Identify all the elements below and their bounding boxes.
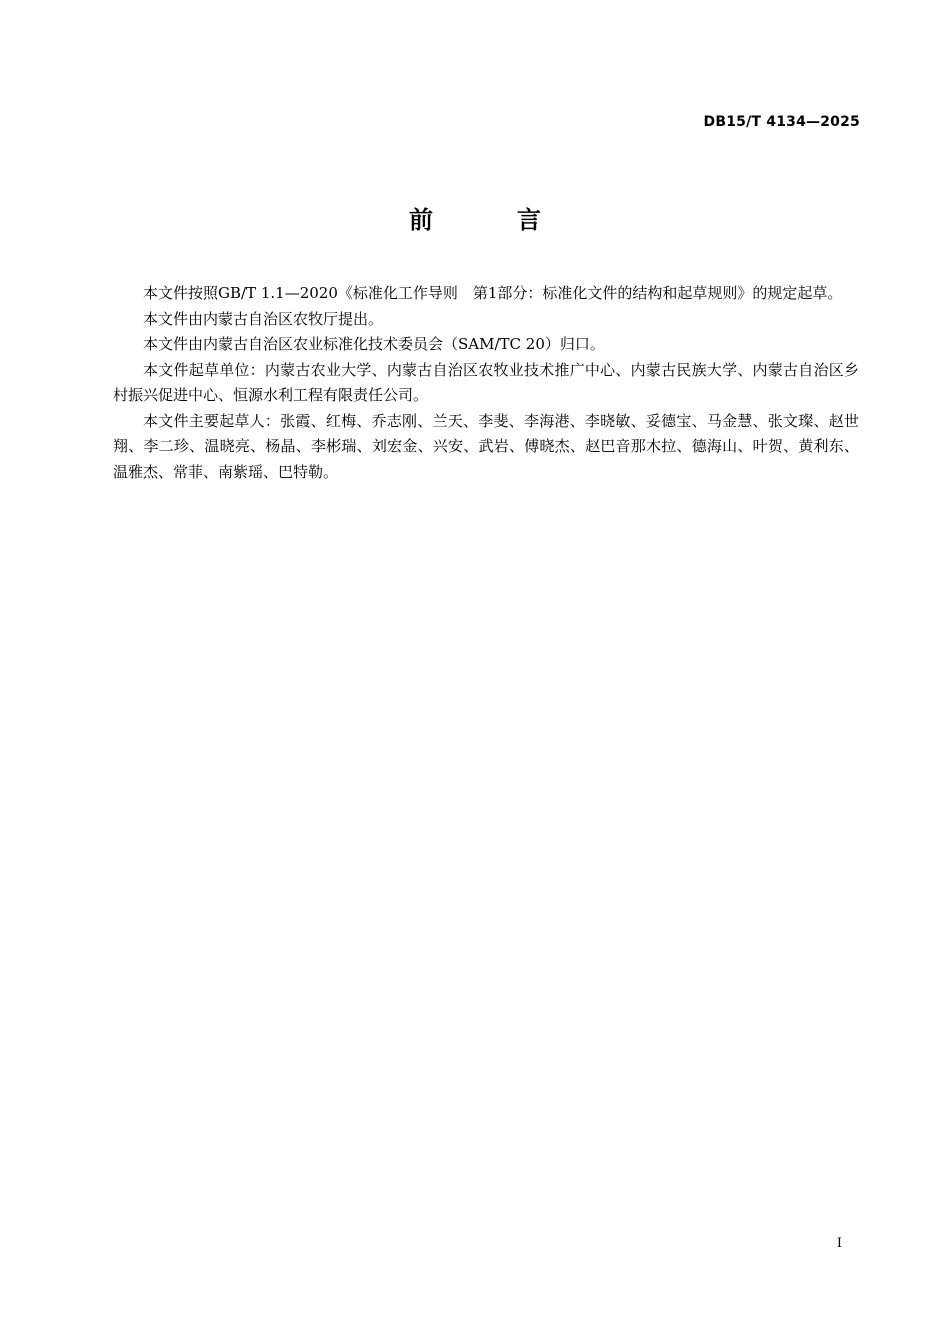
paragraph-drafting-rules: 本文件按照GB/T 1.1—2020《标准化工作导则 第1部分：标准化文件的结构和起草规则》的规定起草。 bbox=[143, 284, 843, 302]
page-number: I bbox=[836, 1236, 842, 1251]
document-code: DB15/T 4134—2025 bbox=[703, 114, 860, 130]
foreword-body bbox=[113, 281, 859, 485]
paragraph-drafters: 本文件主要起草人：张霞、红梅、乔志刚、兰天、李斐、李海港、李晓敏、妥德宝、马金慧、张文璨、赵世翔、李二珍、温晓亮、杨晶、李彬瑞、刘宏金、兴安、武岩、傅晓杰、赵巴音那木拉、德海山、叶贺、黄利东、温雅杰、常菲、南紫瑶、巴特勒。 bbox=[113, 411, 859, 481]
paragraph-drafting-units: 本文件起草单位：内蒙古农业大学、内蒙古自治区农牧业技术推广中心、内蒙古民族大学、内蒙古自治区乡村振兴促进中心、恒源水利工程有限责任公司。 bbox=[113, 360, 859, 404]
paragraph-proposer: 本文件由内蒙古自治区农牧厅提出。 bbox=[143, 309, 384, 328]
page-title: 前 言 bbox=[409, 206, 571, 234]
paragraph-committee: 本文件由内蒙古自治区农业标准化技术委员会（SAM/TC 20）归口。 bbox=[143, 335, 605, 353]
